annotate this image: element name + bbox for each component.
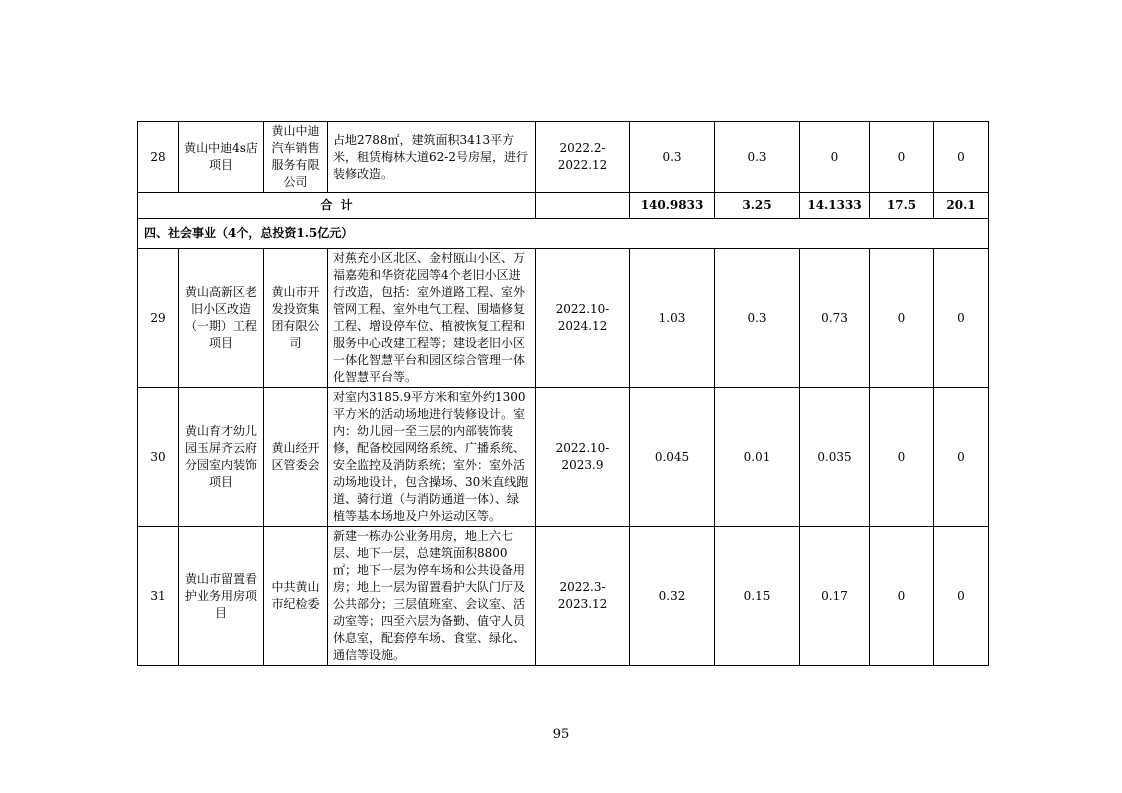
subtotal-value: 3.25 (715, 193, 800, 219)
project-name: 黄山市留置看护业务用房项目 (179, 527, 264, 666)
project-name: 黄山育才幼儿园玉屏齐云府分园室内装饰项目 (179, 388, 264, 527)
investment-value: 0.035 (800, 388, 870, 527)
section-heading: 四、社会事业（4个，总投资1.5亿元） (138, 219, 989, 249)
project-content: 占地2788㎡，建筑面积3413平方米，租赁梅林大道62-2号房屋，进行装修改造。 (328, 122, 536, 193)
project-owner: 中共黄山市纪检委 (264, 527, 328, 666)
table-row (138, 122, 989, 193)
investment-value: 0.3 (715, 249, 800, 388)
investment-value: 0 (934, 122, 989, 193)
investment-value: 0 (934, 527, 989, 666)
row-number: 30 (138, 388, 179, 527)
investment-value: 0.32 (630, 527, 715, 666)
investment-value: 0 (870, 527, 934, 666)
table-row (138, 388, 989, 527)
investment-value: 0.17 (800, 527, 870, 666)
subtotal-value: 140.9833 (630, 193, 715, 219)
investment-value: 0.15 (715, 527, 800, 666)
project-name: 黄山中迪4s店项目 (179, 122, 264, 193)
project-period: 2022.3-2023.12 (536, 527, 630, 666)
subtotal-value: 20.1 (934, 193, 989, 219)
investment-value: 1.03 (630, 249, 715, 388)
page-number: 95 (552, 727, 570, 742)
project-period: 2022.10-2023.9 (536, 388, 630, 527)
project-owner: 黄山经开区管委会 (264, 388, 328, 527)
subtotal-value: 17.5 (870, 193, 934, 219)
investment-value: 0 (934, 249, 989, 388)
table-row (138, 527, 989, 666)
subtotal-row (138, 193, 989, 219)
investment-value: 0.3 (715, 122, 800, 193)
investment-value: 0.73 (800, 249, 870, 388)
row-number: 29 (138, 249, 179, 388)
project-content: 对蕉充小区北区、金村瓯山小区、万福嘉苑和华资花园等4个老旧小区进行改造，包括：室外道路工程、室外管网工程、室外电气工程、围墙修复工程、增设停车位、植被恢复工程和服务中心改建工程等；建设老旧小区一体化智慧平台和园区综合管理一体化智慧平台等。 (328, 249, 536, 388)
subtotal-label: 合 计 (138, 193, 536, 219)
investment-value: 0.3 (630, 122, 715, 193)
project-owner: 黄山市开发投资集团有限公司 (264, 249, 328, 388)
project-table (137, 121, 989, 666)
project-period: 2022.10-2024.12 (536, 249, 630, 388)
subtotal-empty-cell (536, 193, 630, 219)
project-name: 黄山高新区老旧小区改造（一期）工程项目 (179, 249, 264, 388)
table-row (138, 249, 989, 388)
project-period: 2022.2-2022.12 (536, 122, 630, 193)
investment-value: 0 (934, 388, 989, 527)
row-number: 31 (138, 527, 179, 666)
investment-value: 0 (870, 122, 934, 193)
subtotal-value: 14.1333 (800, 193, 870, 219)
project-owner: 黄山中迪汽车销售服务有限公司 (264, 122, 328, 193)
project-content: 新建一栋办公业务用房，地上六七层、地下一层，总建筑面积8800㎡；地下一层为停车场和公共设备用房；地上一层为留置看护大队门厅及公共部分；三层值班室、会议室、活动室等；四至六层为备勤、值守人员休息室，配套停车场、食堂、绿化、通信等设施。 (328, 527, 536, 666)
investment-value: 0 (870, 249, 934, 388)
project-content: 对室内3185.9平方米和室外约1300平方米的活动场地进行装修设计。室内：幼儿园一至三层的内部装饰装修，配备校园网络系统、广播系统、安全监控及消防系统；室外：室外活动场地设计，包含操场、30米直线跑道、骑行道（与消防通道一体）、绿植等基本场地及户外运动区等。 (328, 388, 536, 527)
investment-value: 0 (800, 122, 870, 193)
section-heading-row (138, 219, 989, 249)
investment-value: 0.01 (715, 388, 800, 527)
investment-value: 0 (870, 388, 934, 527)
investment-value: 0.045 (630, 388, 715, 527)
row-number: 28 (138, 122, 179, 193)
